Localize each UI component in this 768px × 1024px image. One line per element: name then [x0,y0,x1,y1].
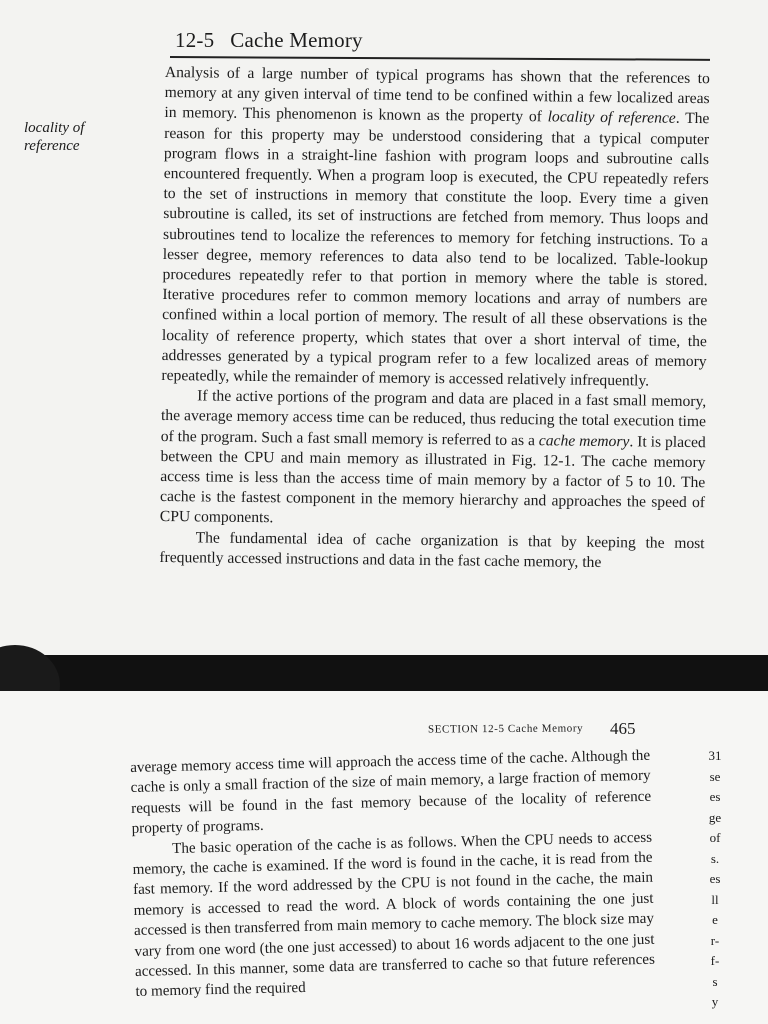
term-cache-memory: cache memory [538,431,630,450]
section-number: 12-5 [175,28,215,52]
section-title: Cache Memory [230,28,363,52]
top-body-text [159,63,710,574]
paragraph: The basic operation of the cache is as follows. When the CPU needs to access memory, the cache is examined. If the word is found in the cache, it is read from the fast memory. If the word addressed by the CPU is not found in the cache, the main memory is accessed to read the word. A block of words containing the one just accessed is then transferred from main memory to cache memory. The block size may vary from one word (the one just accessed) to about 16 words adjacent to the one just accessed. In this manner, some data are transferred to cache so that future references to memory find the required [132,829,656,1001]
running-head: SECTION 12-5 Cache Memory [427,722,584,736]
page-number: 465 [610,719,636,738]
paragraph: If the active portions of the program and data are placed in a fast small memory, the average memory access time can be reduced, thus reducing the total execution time of the program. Such a fast small memory is referred to as a cache memory. It is placed between the CPU and main memory as illustrated in Fig. 12-1. The cache memory access time is less than the access time of main memory by a factor of 5 to 10. The cache is the fastest component in the memory hierarchy and approaches the speed of CPU components. [159,387,707,527]
term-locality: locality of reference [547,108,676,128]
heading-rule [170,56,710,61]
section-heading [175,28,363,53]
adjacent-page-edge: 31 se es ge of s. es ll e r- f- s y [708,748,722,1009]
paragraph: The fundamental idea of cache organization is that by keeping the most frequently accessed instructions and data in the fast cache memory, the [159,529,705,571]
paragraph: Analysis of a large number of typical programs has shown that the references to memory at any given interval of time tend to be confined within a few localized areas in memory. This phenomenon is known as the property of locality of reference. The reason for this property may be understood considering that a typical computer program flows in a straight-line fashion with program loops and subroutine calls encountered frequently. When a program loop is executed, the CPU repeatedly refers to the set of instructions in memory that constitute the loop. Every time a given subroutine is called, its set of instructions are fetched from memory. Thus loops and subroutines tend to localize the references to memory for fetching instructions. To a lesser degree, memory references to data also tend to be localized. Table-lookup procedures repeatedly refer to that portion in memory where the table is stored. Iterative procedures refer to common memory locations and array of numbers are confined within a local portion of memory. The result of all these observations is the locality of reference property, which states that over a short interval of time, the addresses generated by a typical program refer to a few localized areas of memory repeatedly, while the remainder of memory is accessed relatively infrequently. [161,63,710,390]
margin-note: locality of reference [24,120,85,154]
bottom-body-text [130,746,656,1003]
photo-gap [0,655,768,691]
paragraph: average memory access time will approach the access time of the cache. Although the cache is only a small fraction of the size of main memory, a large fraction of memory requests will be found in the fast memory because of the locality of reference property of programs. [130,747,652,838]
